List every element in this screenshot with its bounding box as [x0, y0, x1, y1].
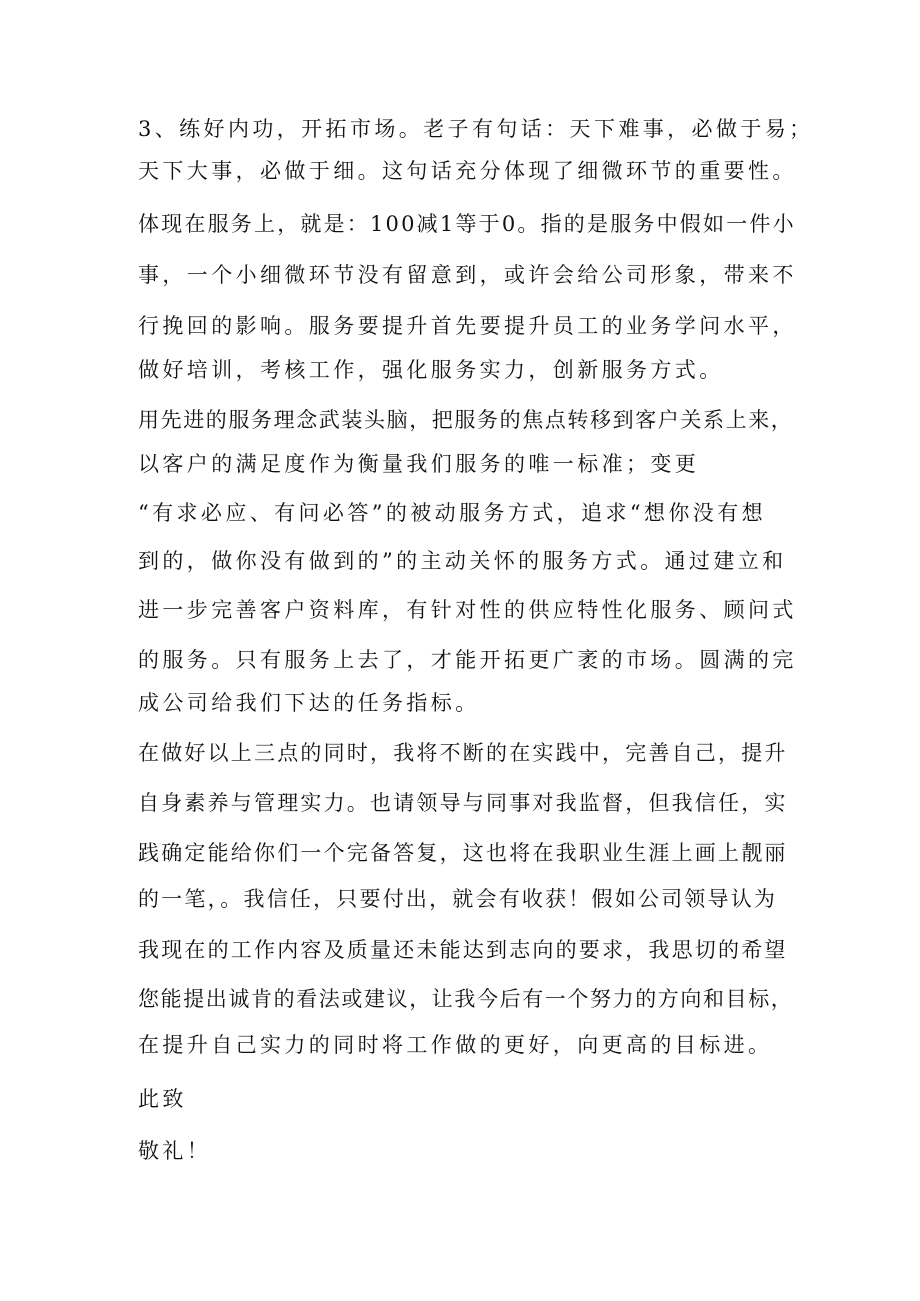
closing-regards: 敬礼！	[138, 1139, 212, 1163]
paragraph-line-19: 您能提出诚肯的看法或建议，让我今后有一个努力的方向和目标，	[138, 987, 794, 1011]
paragraph-line-6: 做好培训，考核工作，强化服务实力，创新服务方式。	[138, 358, 724, 382]
paragraph-line-5: 行挽回的影响。服务要提升首先要提升员工的业务学问水平，	[138, 314, 797, 338]
paragraph-line-1: 3、练好内功，开拓市场。老子有句话：天下难事，必做于易；	[138, 117, 814, 141]
paragraph-line-3: 体现在服务上，就是：100减1等于0。指的是服务中假如一件小	[138, 212, 796, 236]
paragraph-line-15: 自身素养与管理实力。也请领导与同事对我监督，但我信任，实	[138, 791, 788, 815]
paragraph-line-12: 的服务。只有服务上去了，才能开拓更广袤的市场。圆满的完	[138, 648, 797, 672]
paragraph-line-10: 到的，做你没有做到的”的主动关怀的服务方式。通过建立和	[138, 549, 787, 573]
paragraph-line-20: 在提升自己实力的同时将工作做的更好，向更高的目标进。	[138, 1033, 773, 1057]
paragraph-line-18: 我现在的工作内容及质量还未能达到志向的要求，我思切的希望	[138, 938, 788, 962]
paragraph-line-17: 的一笔，。我信任，只要付出，就会有收获！假如公司领导认为	[138, 887, 778, 911]
paragraph-line-4: 事，一个小细微环节没有留意到，或许会给公司形象，带来不	[138, 263, 797, 287]
paragraph-line-8: 以客户的满足度作为衡量我们服务的唯一标准；变更	[138, 452, 700, 476]
paragraph-line-14: 在做好以上三点的同时，我将不断的在实践中，完善自己，提升	[138, 741, 788, 765]
paragraph-line-7: 用先进的服务理念武装头脑，把服务的焦点转移到客户关系上来，	[138, 408, 794, 432]
paragraph-line-11: 进一步完善客户资料库，有针对性的供应特性化服务、顾问式	[138, 598, 797, 622]
paragraph-line-16: 践确定能给你们一个完备答复，这也将在我职业生涯上画上靓丽	[138, 841, 788, 865]
paragraph-line-9: “有求必应、有问必答”的被动服务方式，追求“想你没有想	[138, 501, 767, 525]
paragraph-line-2: 天下大事，必做于细。这句话充分体现了细微环节的重要性。	[138, 159, 797, 183]
closing-salutation: 此致	[138, 1087, 187, 1111]
paragraph-line-13: 成公司给我们下达的任务指标。	[138, 691, 480, 715]
